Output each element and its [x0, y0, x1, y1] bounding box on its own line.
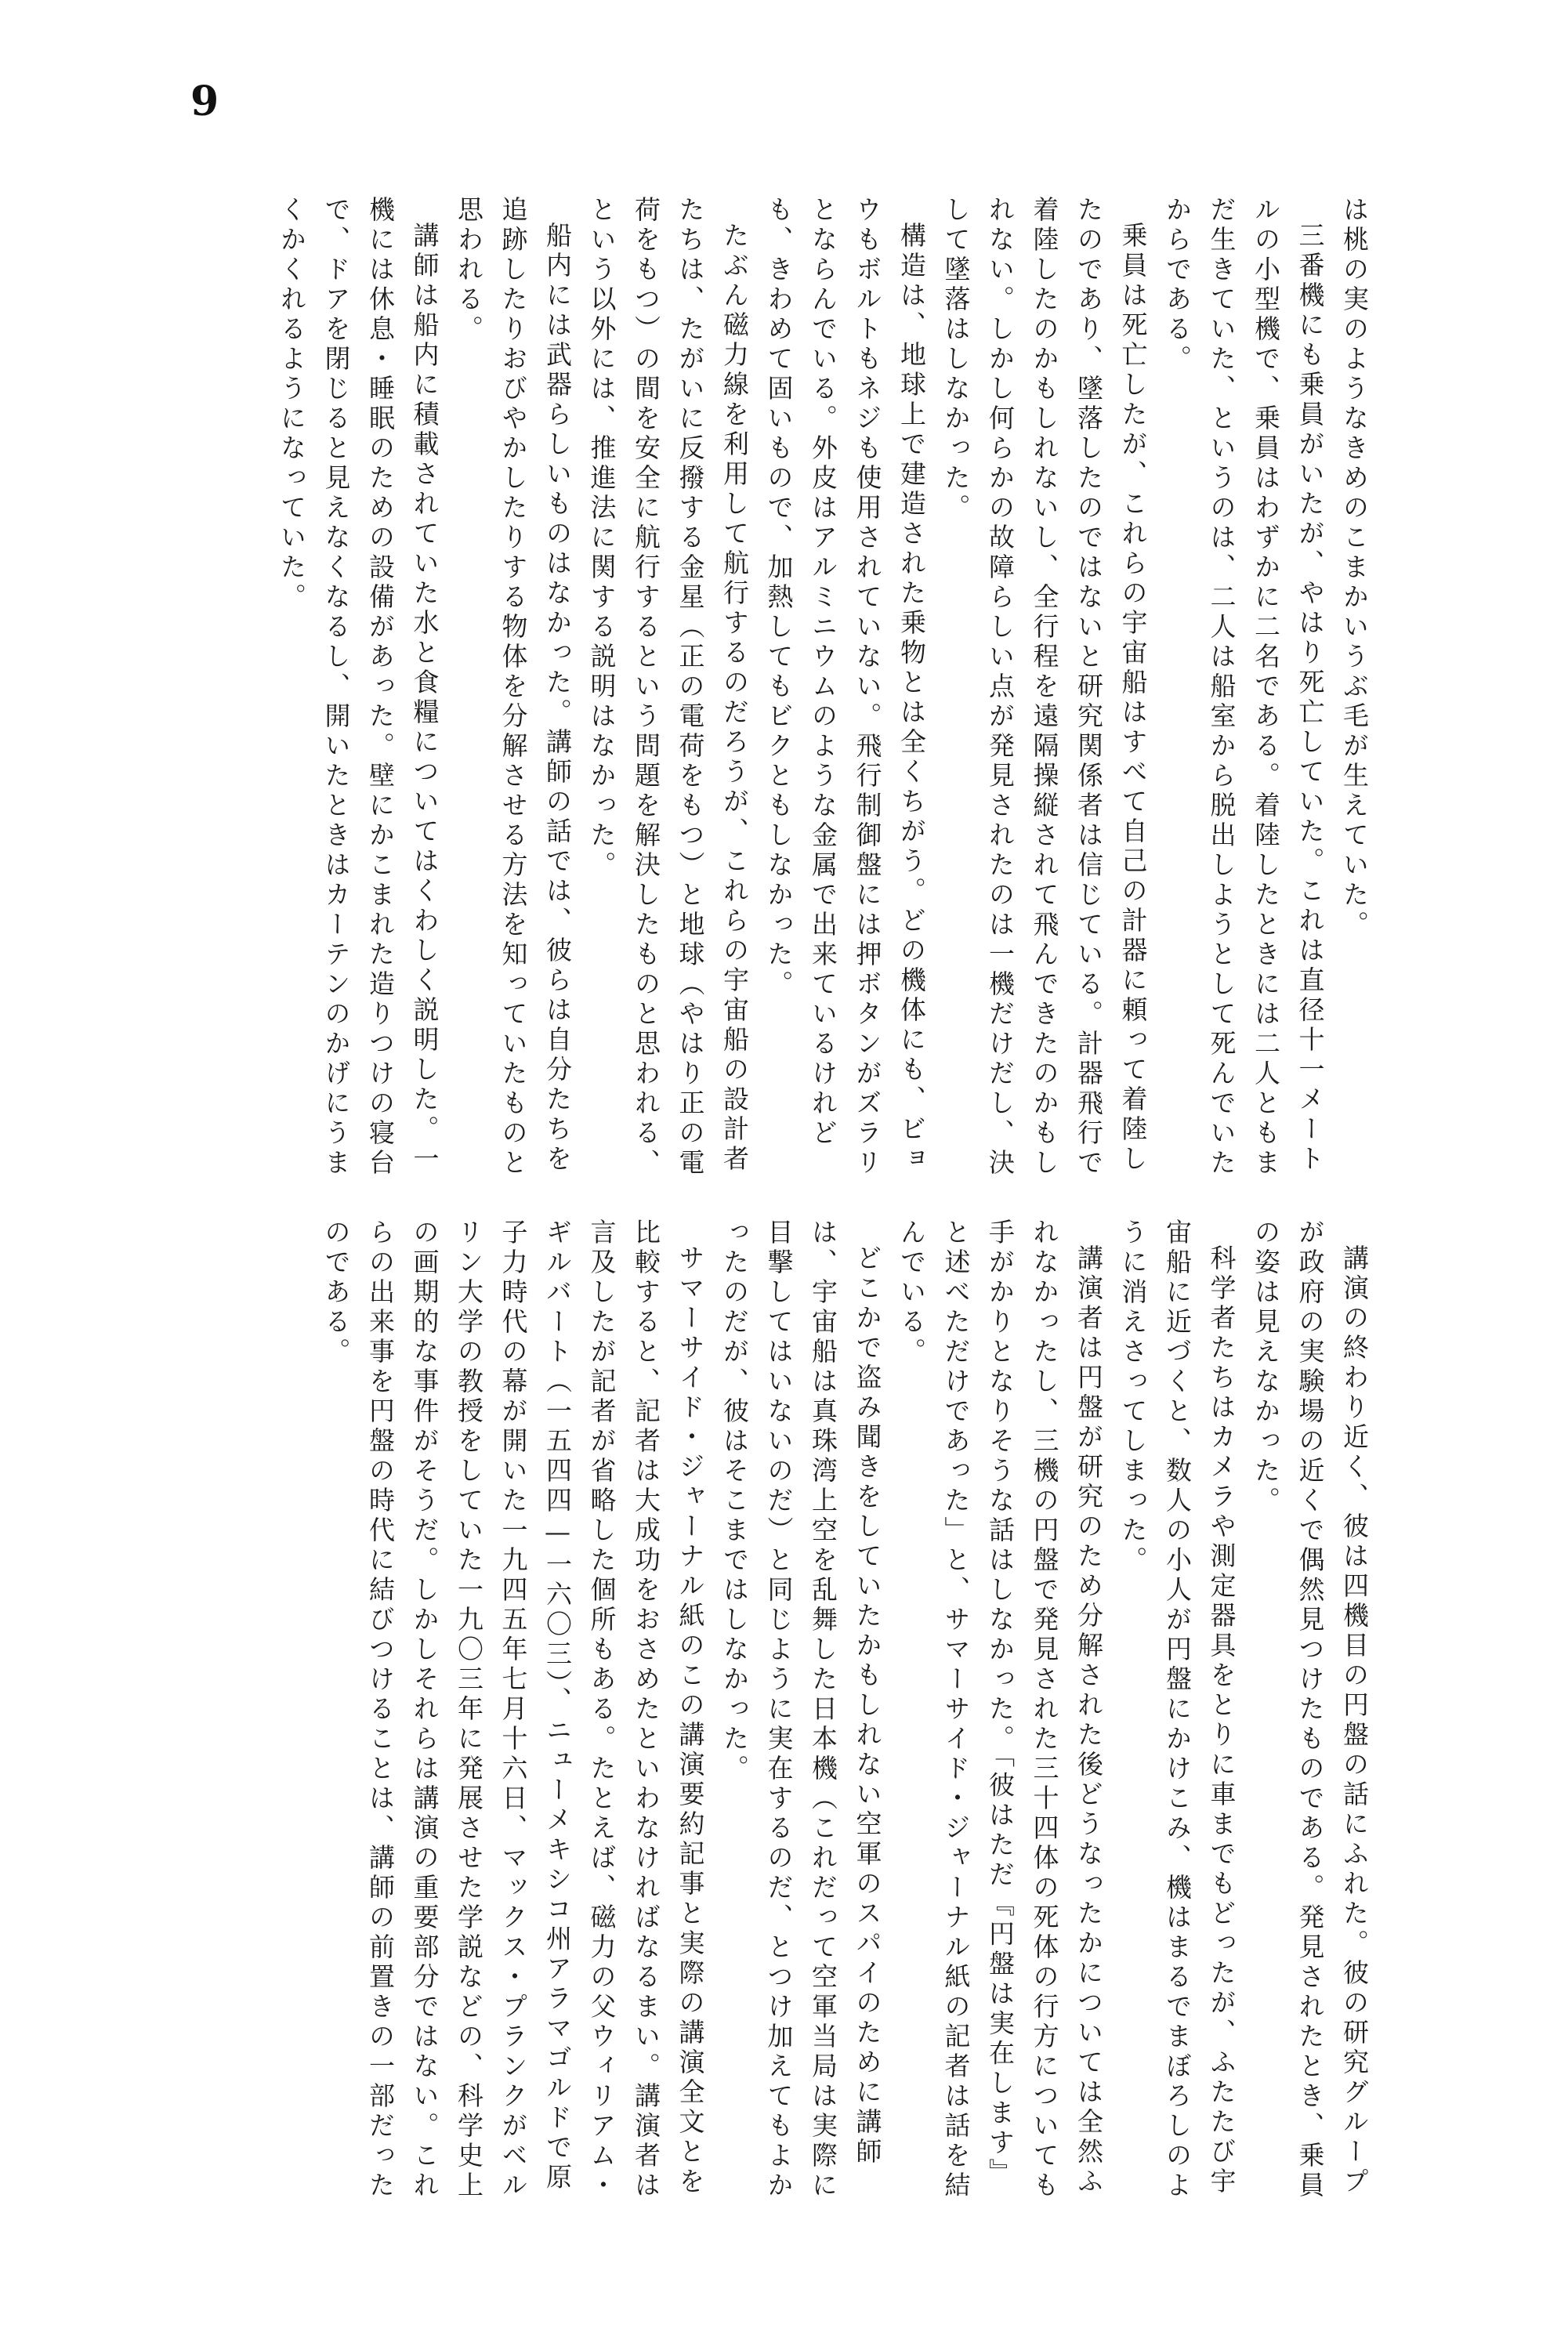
- paragraph: 科学者たちはカメラや測定器具をとりに車までもどったが、ふたたび宇宙船に近づくと、数人の小人が円盤にかけこみ、機はまるでまぼろしのように消えさってしまった。: [1117, 1218, 1237, 2201]
- paragraph: サマーサイド・ジャーナル紙のこの講演要約記事と実際の講演全文とを比較すると、記者は大成功をおさめたといわなければなるまい。講演者は言及したが記者が省略した個所もある。たとえば、磁力の父ウィリアム・ギルバート（一五四四—一六〇三）、ニューメキシコ州アラマゴルドで原子力時代の幕が開いた一九四五年七月十六日、マックス・プランクがベルリン大学の教授をしていた一九〇三年に発展させた学説などの、科学史上の画期的な事件がそうだ。しかしそれらは講演の重要部分ではない。これらの出来事を円盤の時代に結びつけることは、講師の前置きの一部だったのである。: [320, 1218, 706, 2201]
- paragraph: 船内には武器らしいものはなかった。講師の話では、彼らは自分たちを追跡したりおびやかしたりする物体を分解させる方法を知っていたものと思われる。: [454, 196, 573, 1179]
- upper-text-block: [181, 196, 1376, 1191]
- paragraph: たぶん磁力線を利用して航行するのだろうが、これらの宇宙船の設計者たちは、たがいに反撥する金星（正の電荷をもつ）と地球（やはり正の電荷をもつ）の間を安全に航行するという問題を解決したものと思われる、という以外には、推進法に関する説明はなかった。: [586, 196, 750, 1179]
- paragraph: 講演の終わり近く、彼は四機目の円盤の話にふれた。彼の研究グループが政府の実験場の近くで偶然見つけたものである。発見されたとき、乗員の姿は見えなかった。: [1251, 1218, 1370, 2201]
- page-number: 9: [190, 78, 219, 125]
- paragraph: どこかで盗み聞きをしていたかもしれない空軍のスパイのために講師は、宇宙船は真珠湾上空を乱舞した日本機（これだって空軍当局は実際に目撃してはいないのだ）と同じように実在するのだ、とつけ加えてもよかったのだが、彼はそこまではしなかった。: [719, 1218, 883, 2201]
- paragraph: 講演者は円盤が研究のため分解された後どうなったかについては全然ふれなかったし、三機の円盤で発見された三十四体の死体の行方についても手がかりとなりそうな話はしなかった。「彼はただ『円盤は実在します』と述べただけであった」と、サマーサイド・ジャーナル紙の記者は話を結んでいる。: [896, 1218, 1104, 2201]
- paragraph: 三番機にも乗員がいたが、やはり死亡していた。これは直径十一メートルの小型機で、乗員はわずかに二名である。着陸したときには二人ともまだ生きていた、というのは、二人は船室から脱出しようとして死んでいたからである。: [1162, 196, 1326, 1179]
- lower-text-block: [181, 1218, 1376, 2210]
- paragraph: 乗員は死亡したが、これらの宇宙船はすべて自己の計器に頼って着陸したのであり、墜落したのではないと研究関係者は信じている。計器飛行で着陸したのかもしれないし、全行程を遠隔操縦されて飛んできたのかもしれない。しかし何らかの故障らしい点が発見されたのは一機だけだし、決して墜落はしなかった。: [940, 196, 1149, 1179]
- paragraph: 構造は、地球上で建造された乗物とは全くちがう。どの機体にも、ビョウもボルトもネジも使用されていない。飛行制御盤には押ボタンがズラリとならんでいる。外皮はアルミニウムのような金属で出来ているけれども、きわめて固いもので、加熱してもビクともしなかった。: [763, 196, 927, 1179]
- paragraph: は桃の実のようなきめのこまかいうぶ毛が生えていた。: [1339, 196, 1370, 940]
- paragraph: 講師は船内に積載されていた水と食糧についてはくわしく説明した。一機には休息・睡眠のための設備があった。壁にかこまれた造りつけの寝台で、ドアを閉じると見えなくなるし、開いたときはカーテンのかげにうまくかくれるようになっていた。: [277, 196, 440, 1179]
